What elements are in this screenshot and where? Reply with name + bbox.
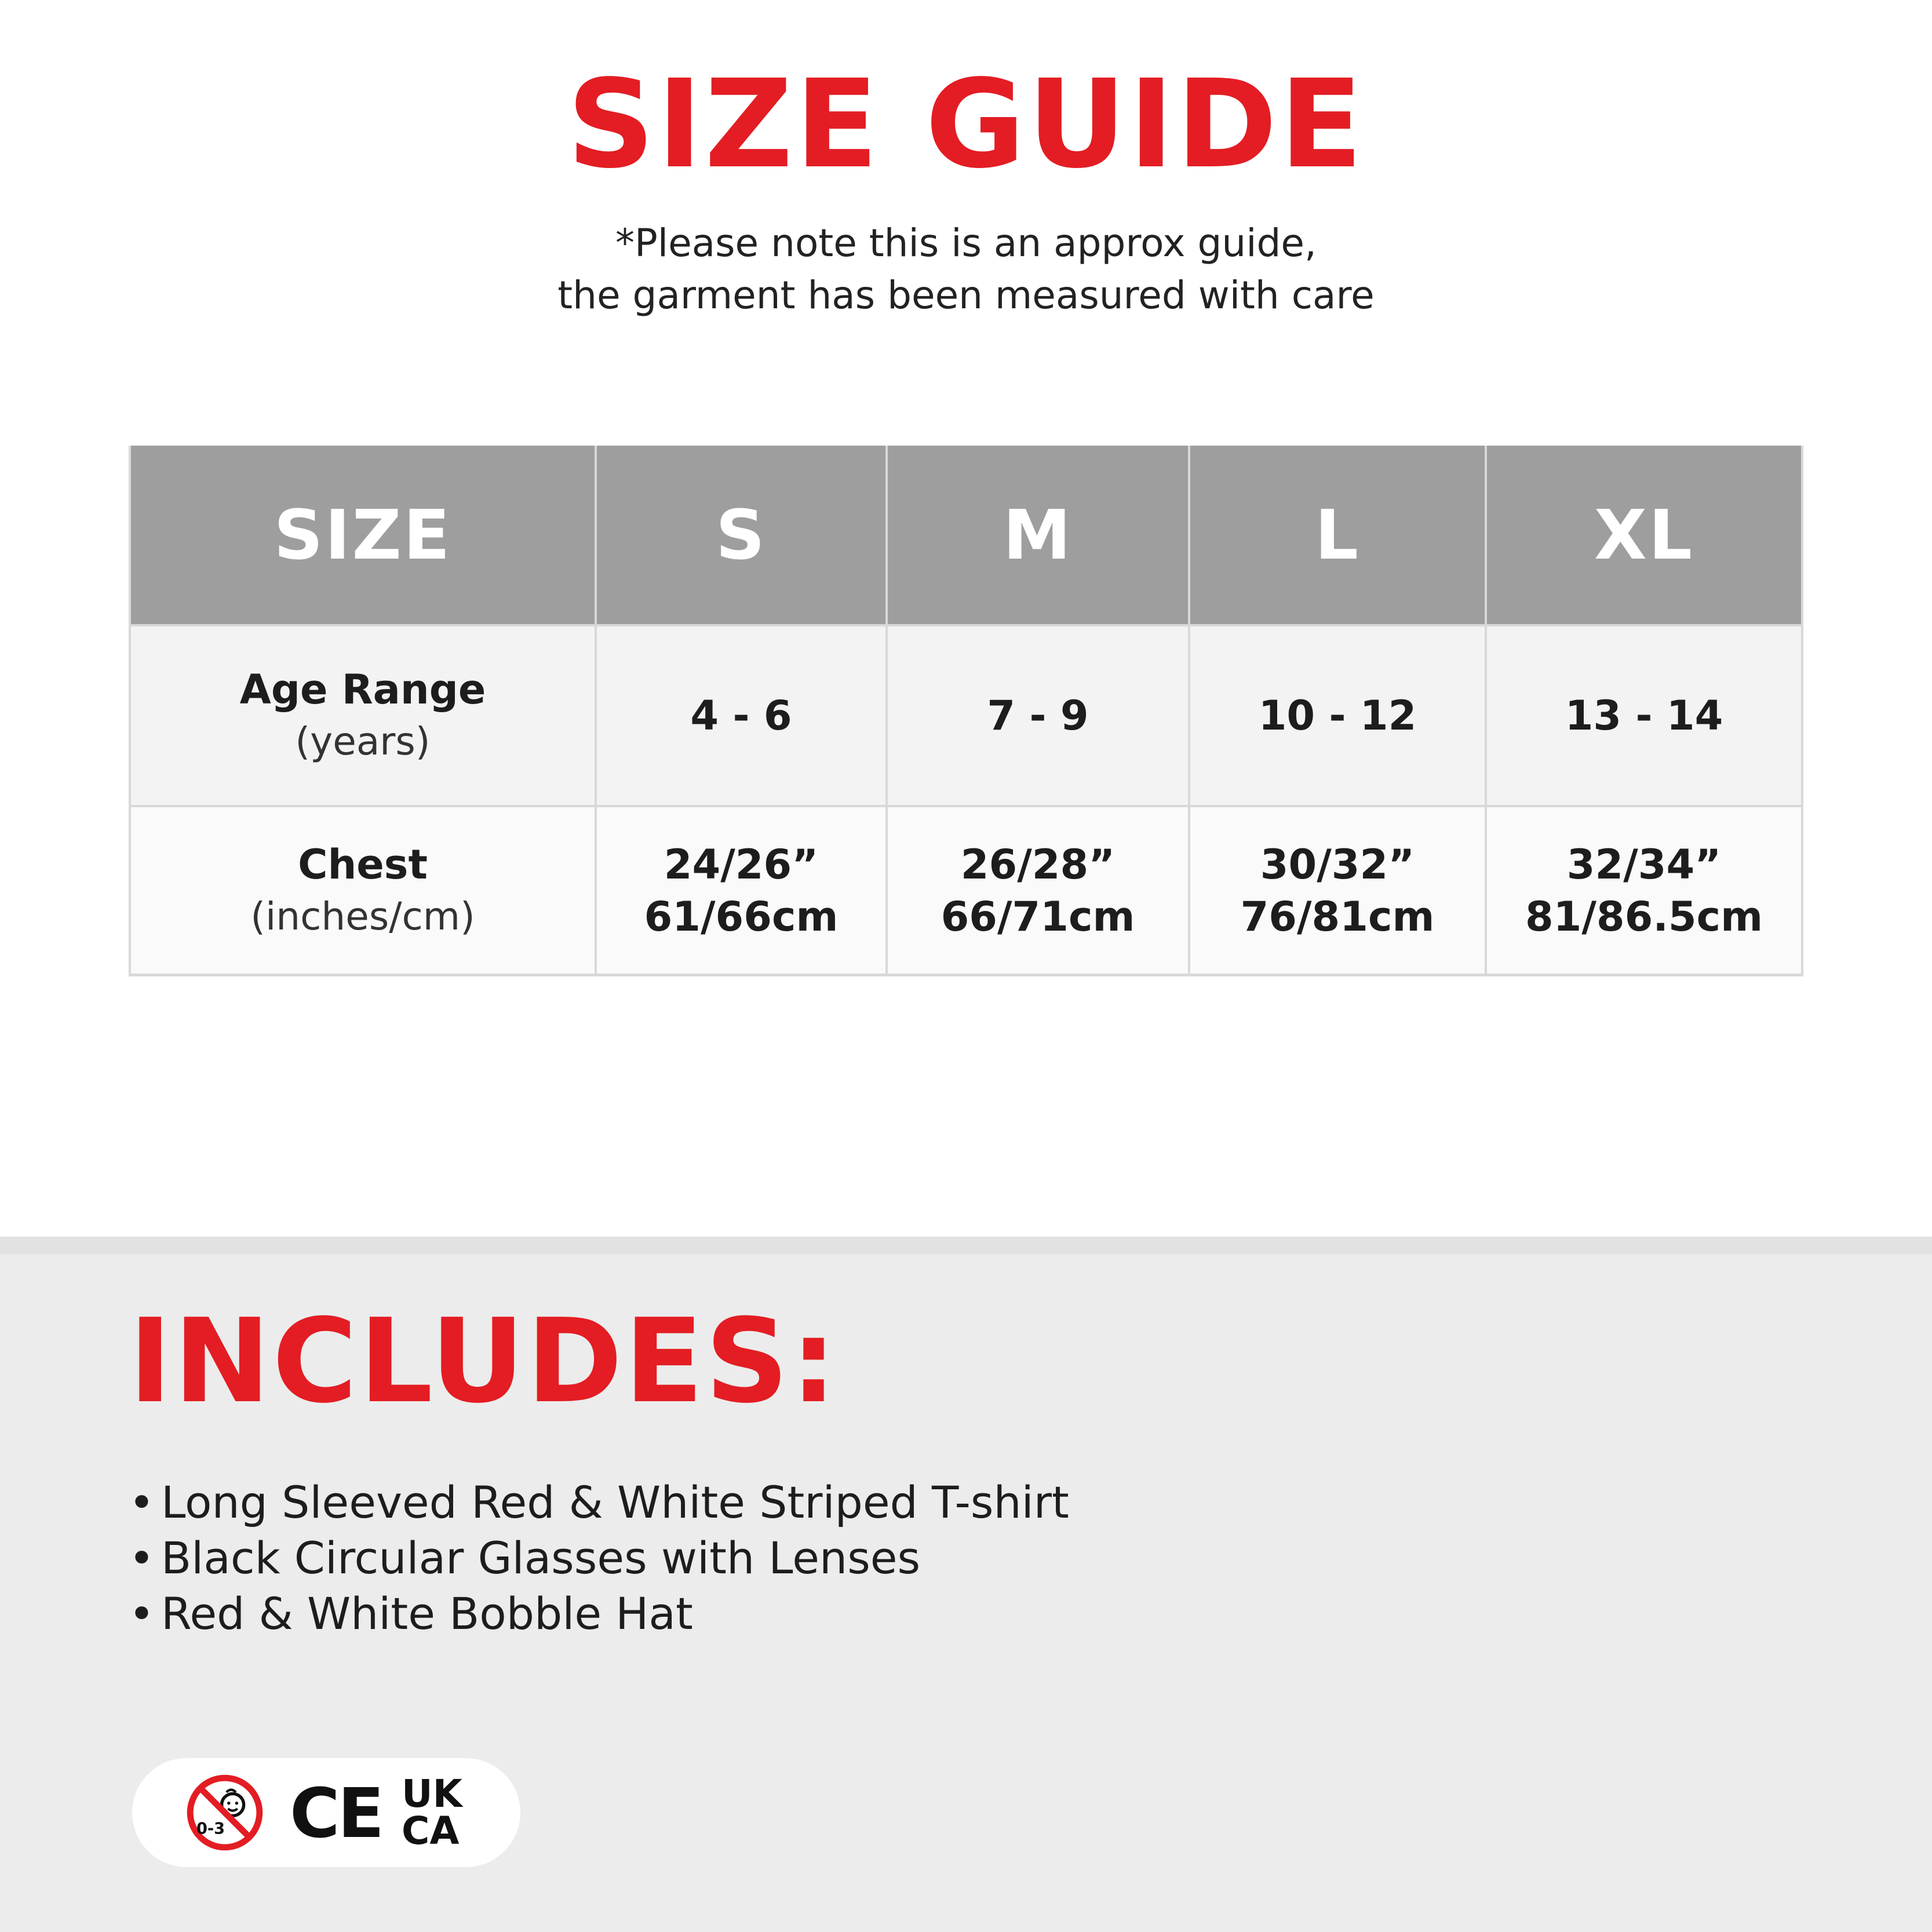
chest-xl [1486, 806, 1802, 975]
size-guide-title: SIZE GUIDE [567, 53, 1365, 195]
item-text: Red & White Bobble Hat [161, 1588, 693, 1639]
includes-title: INCLUDES: [129, 1294, 839, 1429]
chest-cm: 61/66cm [644, 892, 839, 941]
age-range-l [1189, 625, 1486, 806]
chest-inches: 32/34” [1566, 840, 1722, 888]
age-range-row [130, 625, 1802, 806]
chest-cm: 81/86.5cm [1525, 892, 1763, 941]
note-line-2: the garment has been measured with care [557, 273, 1375, 318]
chest-l [1189, 806, 1486, 975]
list-item [129, 1530, 1069, 1586]
list-item [129, 1475, 1069, 1530]
chest-unit: (inches/cm) [250, 894, 475, 939]
chest-s [596, 806, 887, 975]
bullet-icon: • [129, 1532, 155, 1584]
age-range-xl [1486, 625, 1802, 806]
age-value: 10 - 12 [1258, 692, 1417, 739]
size-guide-note [0, 217, 1932, 322]
age-range-label: Age Range [239, 666, 486, 713]
header-m: M [887, 446, 1189, 625]
includes-list [129, 1475, 1069, 1642]
header-s: S [596, 446, 887, 625]
age-range-unit: (years) [295, 719, 431, 764]
chest-label: Chest [298, 840, 428, 888]
age-value: 13 - 14 [1565, 692, 1723, 739]
chest-cm: 76/81cm [1240, 892, 1435, 941]
age-value: 4 - 6 [690, 692, 792, 739]
ce-mark-icon: CE [290, 1773, 382, 1853]
header-l: L [1189, 446, 1486, 625]
bullet-icon: • [129, 1477, 155, 1528]
ukca-mark-icon [402, 1771, 462, 1853]
item-text: Black Circular Glasses with Lenses [161, 1532, 921, 1584]
age-range-s [596, 625, 887, 806]
chest-inches: 26/28” [960, 840, 1116, 888]
age-warning-text: 0-3 [196, 1820, 225, 1838]
header-size: SIZE [130, 446, 596, 625]
age-value: 7 - 9 [987, 692, 1089, 739]
header-xl: XL [1486, 446, 1802, 625]
chest-inches: 24/26” [664, 840, 819, 888]
chest-inches: 30/32” [1260, 840, 1415, 888]
not-for-under-3-icon [185, 1773, 264, 1852]
size-table-header-row [130, 446, 1802, 625]
note-line-1: *Please note this is an approx guide, [615, 221, 1317, 265]
item-text: Long Sleeved Red & White Striped T-shirt [161, 1477, 1069, 1528]
chest-label-cell [130, 806, 596, 975]
age-range-m [887, 625, 1189, 806]
list-item [129, 1586, 1069, 1642]
bullet-icon: • [129, 1588, 155, 1639]
age-range-label-cell [130, 625, 596, 806]
chest-row [130, 806, 1802, 975]
ukca-line-1: UK [402, 1771, 462, 1816]
ukca-line-2: CA [402, 1809, 460, 1853]
safety-marks-badge [132, 1758, 520, 1867]
chest-m [887, 806, 1189, 975]
size-table [129, 446, 1803, 976]
chest-cm: 66/71cm [941, 892, 1135, 941]
